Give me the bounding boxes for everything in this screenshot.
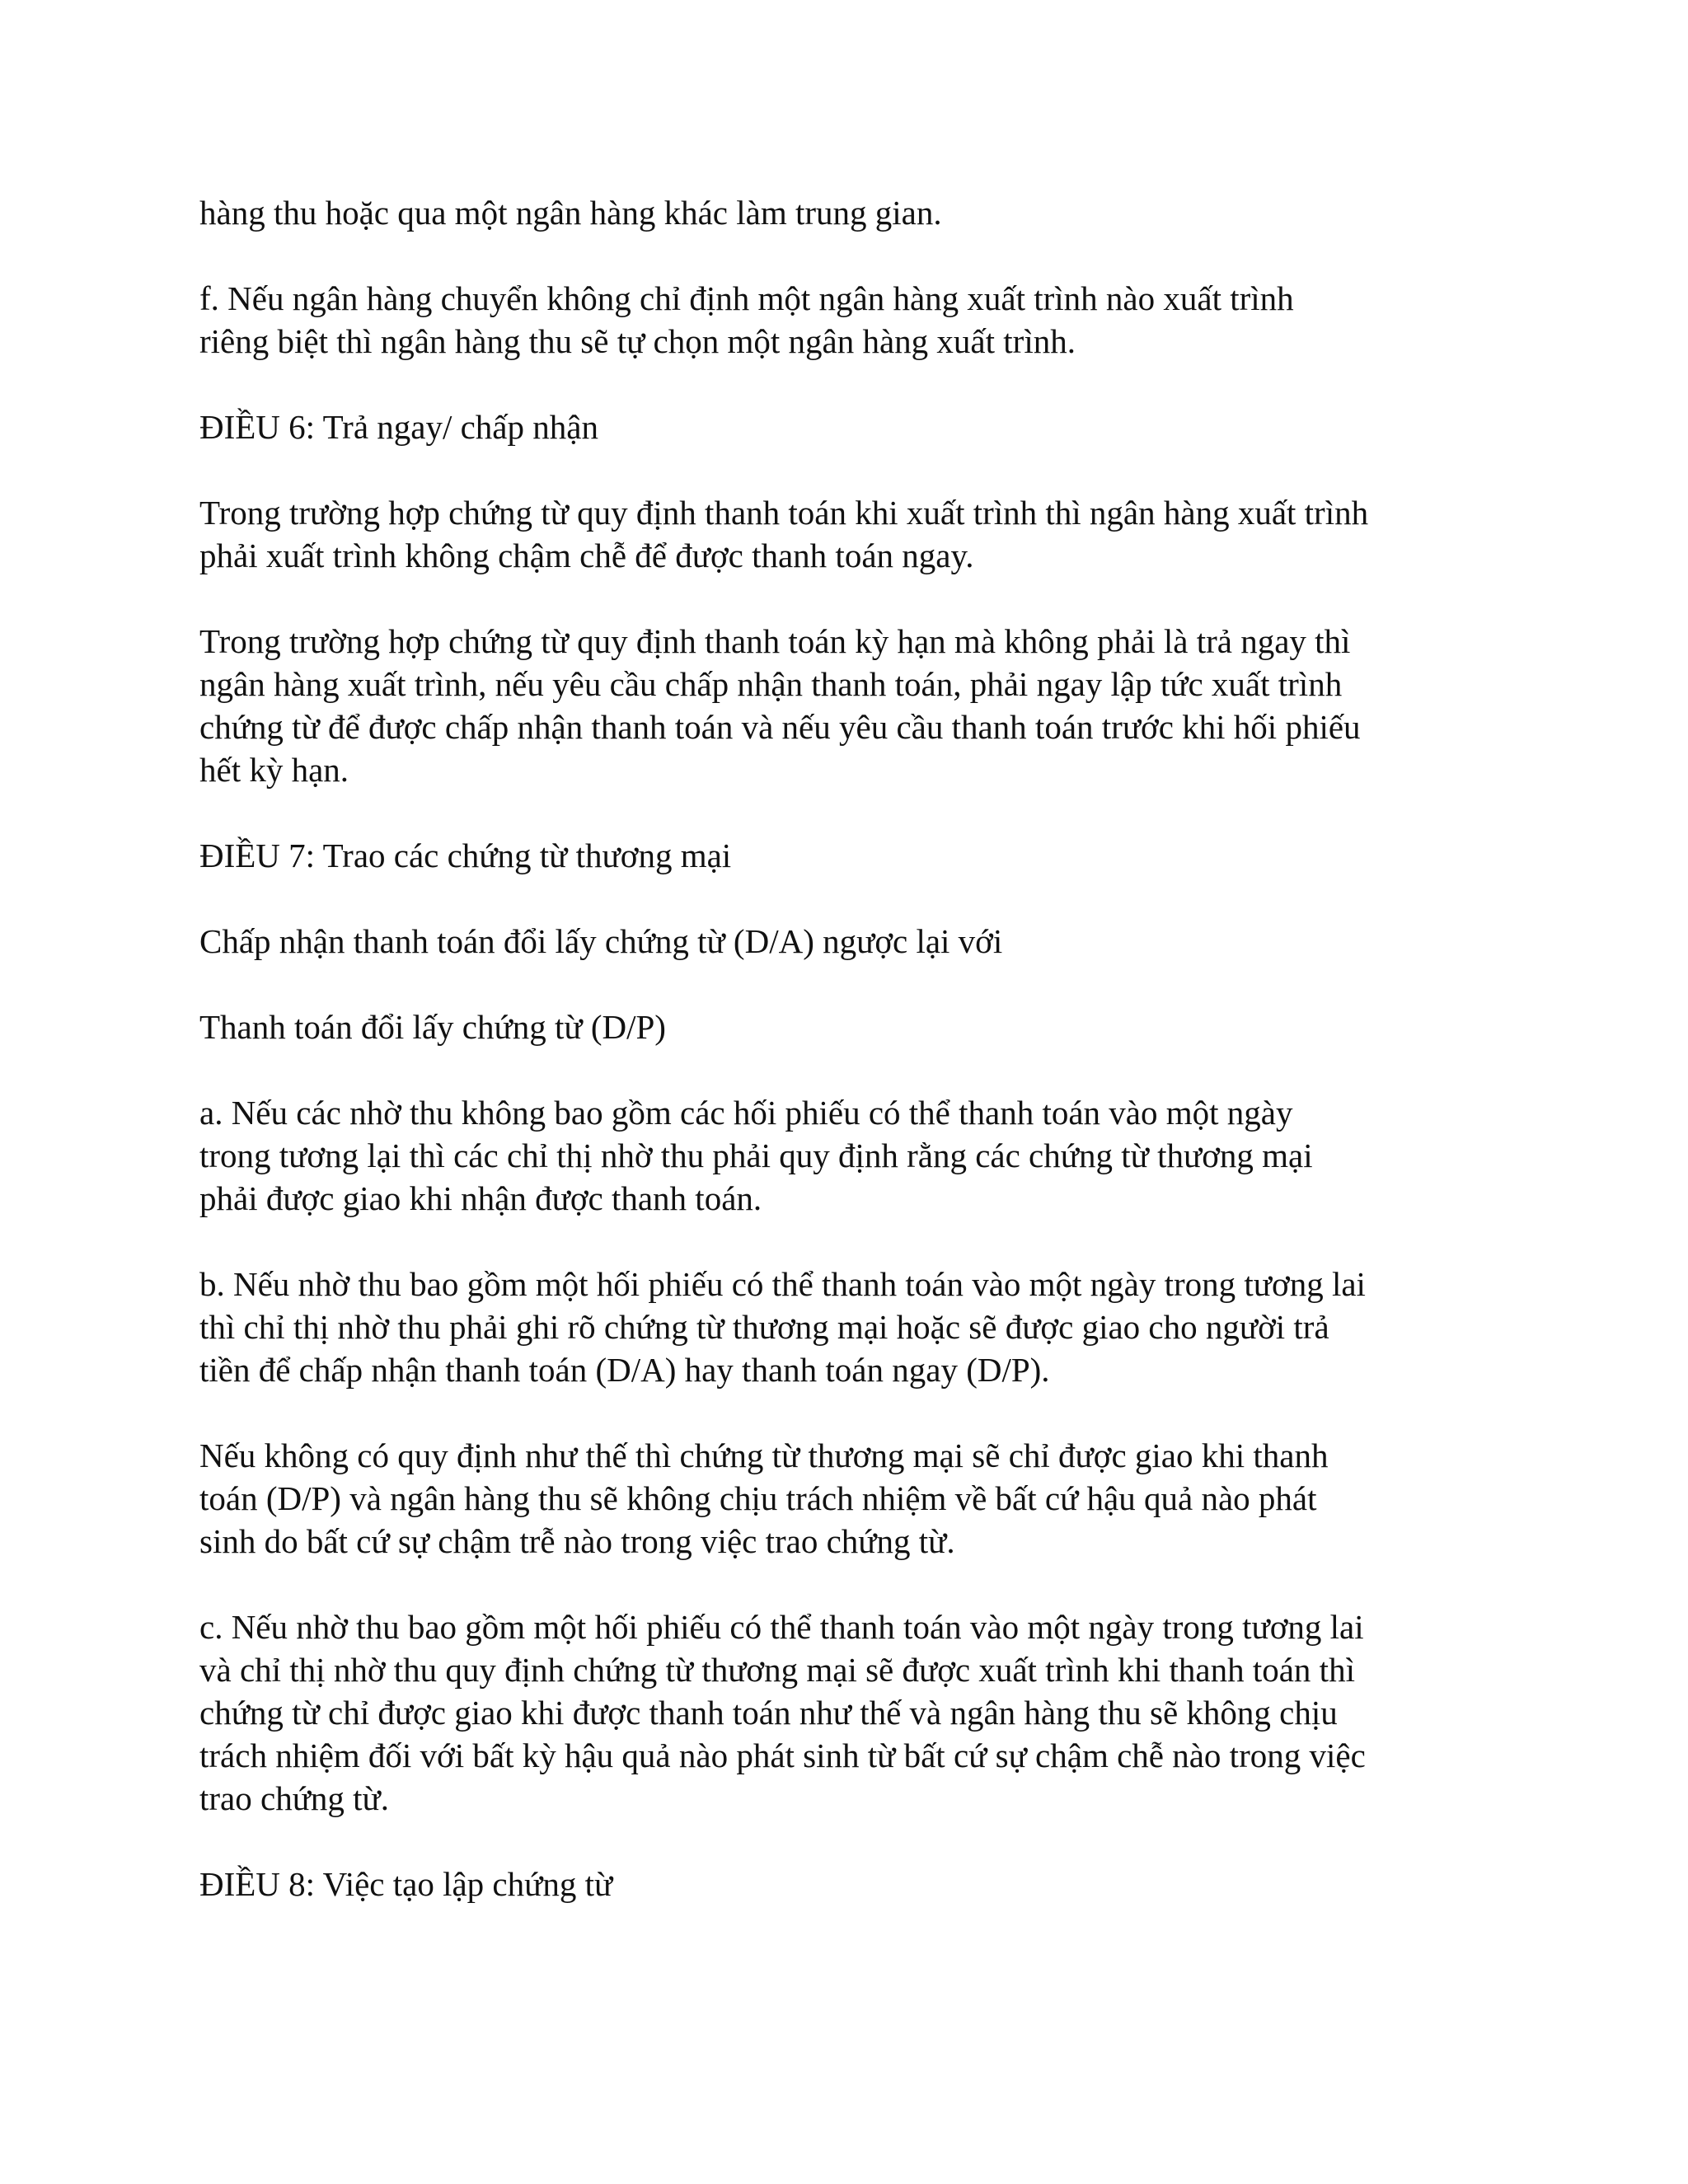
text-line: ngân hàng xuất trình, nếu yêu cầu chấp nhận thanh toán, phải ngay lập tức xuất trình xyxy=(199,665,1343,703)
paragraph-item-f xyxy=(199,277,1502,363)
text-line: ĐIỀU 8: Việc tạo lập chứng từ xyxy=(199,1865,613,1903)
paragraph-continuation xyxy=(199,191,1502,234)
paragraph-article-6-term xyxy=(199,620,1502,791)
text-line: chứng từ để được chấp nhận thanh toán và nếu yêu cầu thanh toán trước khi hối phiếu xyxy=(199,708,1361,746)
text-line: Chấp nhận thanh toán đổi lấy chứng từ (D/A) ngược lại với xyxy=(199,922,1003,960)
text-line: Trong trường hợp chứng từ quy định thanh toán kỳ hạn mà không phải là trả ngay thì xyxy=(199,622,1351,660)
text-line: ĐIỀU 7: Trao các chứng từ thương mại xyxy=(199,837,732,874)
text-line: thì chỉ thị nhờ thu phải ghi rõ chứng từ thương mại hoặc sẽ được giao cho người trả xyxy=(199,1308,1329,1346)
heading-article-7 xyxy=(199,834,1502,877)
text-line: chứng từ chỉ được giao khi được thanh toán như thế và ngân hàng thu sẽ không chịu xyxy=(199,1694,1338,1732)
text-line: ĐIỀU 6: Trả ngay/ chấp nhận xyxy=(199,408,598,446)
heading-article-6 xyxy=(199,405,1502,448)
text-line: c. Nếu nhờ thu bao gồm một hối phiếu có thể thanh toán vào một ngày trong tương lai xyxy=(199,1608,1364,1646)
text-line: phải được giao khi nhận được thanh toán. xyxy=(199,1179,762,1217)
text-line: trao chứng từ. xyxy=(199,1779,390,1817)
paragraph-article-6-sight xyxy=(199,491,1502,577)
text-line: b. Nếu nhờ thu bao gồm một hối phiếu có thể thanh toán vào một ngày trong tương lai xyxy=(199,1265,1366,1303)
text-line: Nếu không có quy định như thế thì chứng từ thương mại sẽ chỉ được giao khi thanh xyxy=(199,1436,1329,1474)
text-line: hàng thu hoặc qua một ngân hàng khác làm trung gian. xyxy=(199,194,942,232)
text-line: Trong trường hợp chứng từ quy định thanh toán khi xuất trình thì ngân hàng xuất trình xyxy=(199,494,1369,532)
text-line: riêng biệt thì ngân hàng thu sẽ tự chọn một ngân hàng xuất trình. xyxy=(199,322,1076,360)
text-line: trách nhiệm đối với bất kỳ hậu quả nào phát sinh từ bất cứ sự chậm chễ nào trong việc xyxy=(199,1736,1366,1774)
text-line: a. Nếu các nhờ thu không bao gồm các hối phiếu có thể thanh toán vào một ngày xyxy=(199,1094,1293,1132)
text-line: toán (D/P) và ngân hàng thu sẽ không chịu trách nhiệm về bất cứ hậu quả nào phát xyxy=(199,1479,1317,1517)
paragraph-default-rule xyxy=(199,1434,1502,1563)
paragraph-da xyxy=(199,920,1502,963)
paragraph-item-b xyxy=(199,1263,1502,1391)
text-line: sinh do bất cứ sự chậm trễ nào trong việc trao chứng từ. xyxy=(199,1522,955,1560)
text-line: và chỉ thị nhờ thu quy định chứng từ thương mại sẽ được xuất trình khi thanh toán thì xyxy=(199,1651,1355,1689)
heading-article-8 xyxy=(199,1863,1502,1905)
paragraph-item-a xyxy=(199,1091,1502,1220)
text-line: phải xuất trình không chậm chễ để được thanh toán ngay. xyxy=(199,537,974,574)
text-line: f. Nếu ngân hàng chuyển không chỉ định một ngân hàng xuất trình nào xuất trình xyxy=(199,279,1294,317)
text-line: tiền để chấp nhận thanh toán (D/A) hay thanh toán ngay (D/P). xyxy=(199,1351,1050,1389)
document-body xyxy=(199,191,1502,1905)
paragraph-item-c xyxy=(199,1605,1502,1820)
text-line: trong tương lại thì các chỉ thị nhờ thu phải quy định rằng các chứng từ thương mại xyxy=(199,1137,1313,1174)
paragraph-dp xyxy=(199,1005,1502,1048)
text-line: hết kỳ hạn. xyxy=(199,751,349,789)
text-line: Thanh toán đổi lấy chứng từ (D/P) xyxy=(199,1008,666,1046)
